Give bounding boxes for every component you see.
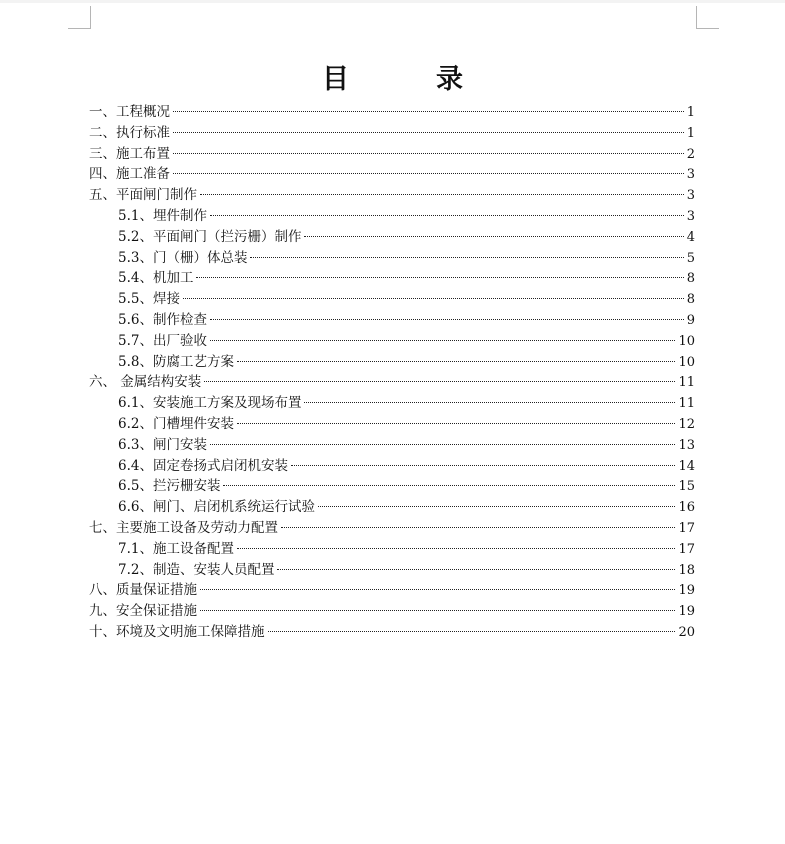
toc-page-number: 17 (678, 541, 695, 557)
toc-entry[interactable] (89, 497, 695, 518)
toc-page-number: 1 (686, 105, 695, 120)
toc-page-number: 14 (678, 458, 695, 474)
table-of-contents (89, 102, 695, 643)
toc-entry[interactable] (89, 435, 695, 456)
toc-entry-text: 六、 金属结构安装 (89, 374, 202, 391)
toc-entry[interactable] (89, 144, 695, 165)
toc-entry[interactable] (89, 206, 695, 227)
toc-entry[interactable] (89, 560, 695, 581)
toc-page-number: 3 (686, 188, 695, 204)
toc-page-number: 19 (678, 604, 695, 620)
toc-entry-text: 5.1、埋件制作 (118, 207, 207, 224)
dot-leader (223, 485, 675, 486)
toc-entry-text: 十、环境及文明施工保障措施 (89, 623, 265, 640)
toc-page-number: 10 (678, 354, 695, 370)
toc-entry-text: 7.1、施工设备配置 (118, 540, 234, 557)
dot-leader (277, 569, 675, 570)
dot-leader (304, 402, 675, 403)
toc-entry-text: 三、施工布置 (89, 145, 170, 162)
toc-page-number: 8 (686, 292, 695, 308)
dot-leader (173, 111, 684, 112)
toc-entry[interactable] (89, 393, 695, 414)
toc-page-number: 3 (686, 208, 695, 224)
toc-entry[interactable] (89, 123, 695, 144)
toc-page-number: 13 (678, 437, 695, 453)
toc-entry-text: 6.1、安装施工方案及现场布置 (118, 395, 302, 412)
dot-leader (210, 319, 684, 320)
toc-page-number: 16 (678, 500, 695, 516)
toc-page-number: 11 (678, 396, 695, 412)
toc-entry[interactable] (89, 248, 695, 269)
toc-page-number: 5 (686, 250, 695, 266)
dot-leader (210, 444, 675, 445)
toc-entry[interactable] (89, 164, 695, 185)
toc-entry-text: 五、平面闸门制作 (89, 187, 197, 204)
dot-leader (250, 257, 683, 258)
toc-entry[interactable] (89, 601, 695, 622)
toc-entry[interactable] (89, 352, 695, 373)
dot-leader (318, 506, 675, 507)
dot-leader (204, 381, 675, 382)
toc-entry-text: 5.7、出厂验收 (118, 332, 207, 349)
toc-entry-text: 6.4、固定卷扬式启闭机安装 (118, 457, 288, 474)
toc-entry-text: 5.5、焊接 (118, 291, 180, 308)
dot-leader (196, 277, 683, 278)
crop-mark-top-left (68, 6, 91, 29)
toc-entry[interactable] (89, 518, 695, 539)
toc-entry[interactable] (89, 289, 695, 310)
toc-entry-text: 6.6、闸门、启闭机系统运行试验 (118, 499, 315, 516)
toc-entry[interactable] (89, 310, 695, 331)
dot-leader (183, 298, 684, 299)
toc-page-number: 9 (686, 312, 695, 328)
toc-entry-text: 6.2、门槽埋件安装 (118, 415, 234, 432)
toc-entry-text: 5.4、机加工 (118, 270, 194, 287)
toc-entry[interactable] (89, 414, 695, 435)
toc-page-number: 18 (678, 562, 695, 578)
toc-entry-text: 5.8、防腐工艺方案 (118, 353, 234, 370)
toc-entry[interactable] (89, 580, 695, 601)
toc-entry-text: 5.6、制作检查 (118, 311, 207, 328)
dot-leader (173, 132, 684, 133)
toc-page-number: 8 (686, 271, 695, 287)
toc-entry[interactable] (89, 102, 695, 123)
dot-leader (237, 361, 675, 362)
toc-entry-text: 5.3、门（栅）体总装 (118, 249, 248, 266)
toc-entry[interactable] (89, 185, 695, 206)
toc-entry-text: 二、执行标准 (89, 124, 170, 141)
toc-entry[interactable] (89, 622, 695, 643)
toc-entry-text: 九、安全保证措施 (89, 603, 197, 620)
dot-leader (210, 215, 684, 216)
toc-page-number: 12 (678, 416, 695, 432)
page-title: 目 录 (322, 64, 493, 95)
toc-entry[interactable] (89, 372, 695, 393)
dot-leader (237, 548, 675, 549)
toc-entry-text: 6.5、拦污栅安装 (118, 478, 221, 495)
toc-page-number: 15 (678, 479, 695, 495)
toc-entry-text: 一、工程概况 (89, 104, 170, 120)
dot-leader (268, 631, 676, 632)
dot-leader (200, 610, 675, 611)
toc-page-number: 4 (686, 229, 695, 245)
toc-page-number: 17 (678, 520, 695, 536)
dot-leader (304, 236, 683, 237)
dot-leader (200, 194, 684, 195)
dot-leader (291, 465, 675, 466)
toc-page-number: 11 (678, 375, 695, 391)
dot-leader (173, 173, 684, 174)
toc-entry-text: 5.2、平面闸门（拦污栅）制作 (118, 228, 302, 245)
toc-page-number: 20 (678, 624, 695, 640)
toc-entry-text: 7.2、制造、安装人员配置 (118, 561, 275, 578)
toc-entry[interactable] (89, 268, 695, 289)
toc-page-number: 2 (686, 146, 695, 162)
dot-leader (210, 340, 675, 341)
toc-page-number: 1 (686, 125, 695, 141)
dot-leader (173, 153, 684, 154)
crop-mark-top-right (696, 6, 719, 29)
toc-entry[interactable] (89, 331, 695, 352)
toc-entry[interactable] (89, 227, 695, 248)
toc-page-number: 10 (678, 333, 695, 349)
dot-leader (237, 423, 675, 424)
toc-entry-text: 6.3、闸门安装 (118, 436, 207, 453)
toc-entry-text: 七、主要施工设备及劳动力配置 (89, 519, 278, 536)
toc-entry-text: 四、施工准备 (89, 166, 170, 183)
toc-entry-text: 八、质量保证措施 (89, 582, 197, 599)
toc-entry[interactable] (89, 539, 695, 560)
dot-leader (281, 527, 675, 528)
toc-page-number: 19 (678, 583, 695, 599)
toc-entry[interactable] (89, 456, 695, 477)
toc-page-number: 3 (686, 167, 695, 183)
toc-entry[interactable] (89, 476, 695, 497)
dot-leader (200, 589, 675, 590)
page-top-edge (0, 0, 785, 3)
